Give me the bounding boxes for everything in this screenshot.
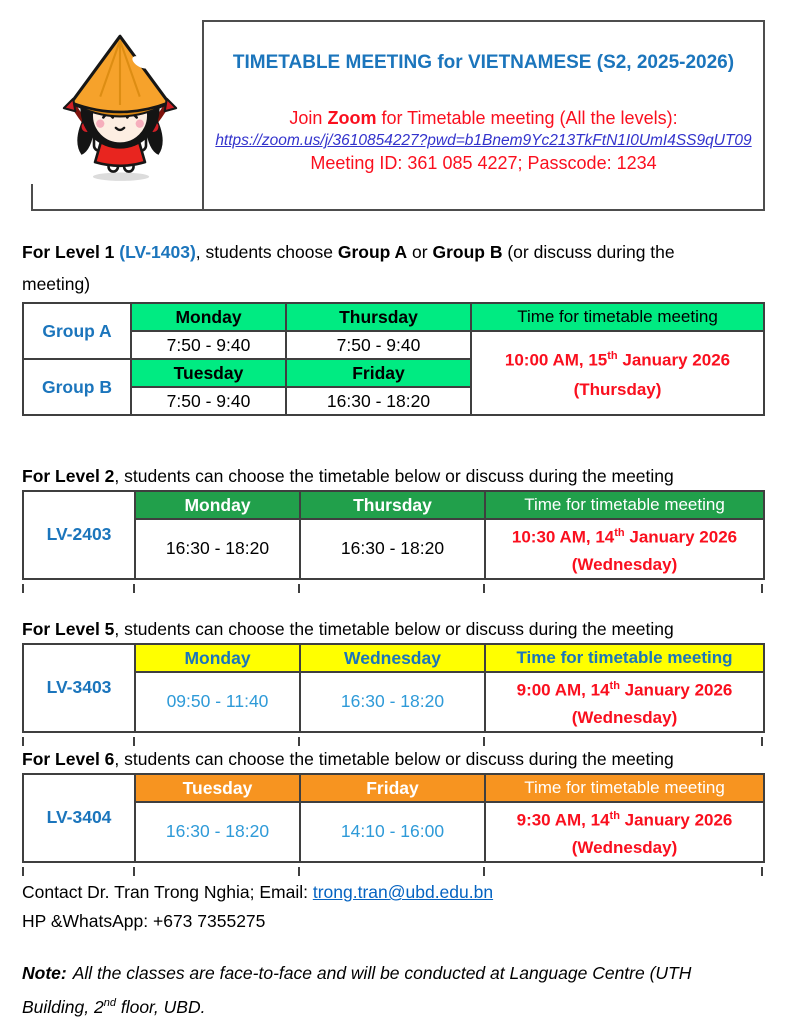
level6-intro-paragraph — [22, 743, 762, 775]
level5-timetable — [22, 643, 765, 733]
table-border-stubs — [22, 867, 763, 876]
day-header-cell: Monday — [131, 303, 286, 331]
group-b-label-cell: Group B — [23, 359, 131, 415]
meeting-time-cell — [485, 802, 764, 862]
ordinal-suffix: th — [614, 527, 625, 539]
day-header-cell: Monday — [135, 491, 300, 519]
day-header-cell: Wednesday — [300, 644, 485, 672]
course-label-cell: LV-3403 — [23, 644, 135, 732]
level1-intro-mid: , students choose — [195, 242, 338, 262]
contact-line — [22, 878, 493, 907]
level6-intro-rest: , students can choose the timetable below or discuss during the meeting — [114, 749, 674, 769]
join-zoom-line — [204, 108, 763, 129]
level1-group-a-word: Group A — [337, 242, 408, 262]
meeting-time-text: 9:00 AM, 14 — [516, 680, 610, 700]
day-header-cell: Friday — [300, 774, 485, 802]
level5-intro-rest: , students can choose the timetable below or discuss during the meeting — [114, 619, 674, 639]
class-time-cell: 09:50 - 11:40 — [135, 672, 300, 732]
level6-timetable — [22, 773, 765, 863]
ordinal-suffix: nd — [103, 997, 116, 1009]
contact-phone-line: HP &WhatsApp: +673 7355275 — [22, 911, 266, 931]
meeting-day-text: (Thursday) — [573, 380, 662, 400]
meeting-time-text: January 2026 — [619, 680, 733, 700]
level1-intro-paragraph — [22, 236, 740, 300]
meeting-time-cell — [485, 672, 764, 732]
join-pre: Join — [289, 108, 328, 128]
meeting-time-text: 10:00 AM, 15 — [504, 350, 608, 370]
meeting-time-cell — [485, 519, 764, 579]
level6-intro-bold: For Level 6 — [22, 749, 115, 769]
meeting-time-text: January 2026 — [624, 527, 738, 547]
class-time-cell: 7:50 - 9:40 — [131, 331, 286, 359]
ordinal-suffix: th — [609, 810, 620, 822]
contact-pre: Contact Dr. Tran Trong Nghia; Email: — [22, 882, 313, 902]
level2-intro-bold: For Level 2 — [22, 466, 115, 486]
level1-group-b-word: Group B — [432, 242, 503, 262]
join-zoom-word: Zoom — [327, 108, 377, 128]
ordinal-suffix: th — [609, 680, 620, 692]
class-time-cell: 16:30 - 18:20 — [300, 672, 485, 732]
class-time-cell: 16:30 - 18:20 — [300, 519, 485, 579]
meeting-time-text: January 2026 — [617, 350, 731, 370]
day-header-cell: Friday — [286, 359, 471, 387]
course-label-cell: LV-2403 — [23, 491, 135, 579]
time-column-header-cell: Time for timetable meeting — [485, 491, 764, 519]
level1-intro-tail: (or discuss during the meeting) — [22, 242, 675, 294]
meeting-time-text: 10:30 AM, 14 — [511, 527, 615, 547]
group-a-label-cell: Group A — [23, 303, 131, 359]
level2-timetable — [22, 490, 765, 580]
note-body: All the classes are face-to-face and will be conducted at Language Centre (UTH Building, 2 — [22, 963, 692, 1017]
day-header-cell: Thursday — [300, 491, 485, 519]
day-header-cell: Monday — [135, 644, 300, 672]
class-time-cell: 7:50 - 9:40 — [131, 387, 286, 415]
note-label: Note: — [22, 963, 67, 983]
level1-course-code: (LV-1403) — [119, 242, 196, 262]
meeting-time-cell — [471, 331, 764, 415]
class-time-cell: 7:50 - 9:40 — [286, 331, 471, 359]
contact-block — [22, 878, 493, 936]
level2-intro-rest: , students can choose the timetable below or discuss during the meeting — [114, 466, 674, 486]
class-time-cell: 14:10 - 16:00 — [300, 802, 485, 862]
meeting-day-text: (Wednesday) — [571, 707, 678, 727]
email-link[interactable]: trong.tran@ubd.edu.bn — [312, 882, 494, 902]
zoom-meeting-link[interactable]: https://zoom.us/j/3610854227?pwd=b1Bnem9Yc213TkFtN1I0UmI4SS9qUT09 — [215, 132, 752, 149]
day-header-cell: Tuesday — [135, 774, 300, 802]
level2-intro-paragraph — [22, 460, 762, 492]
header-left-cell-border — [31, 184, 204, 211]
time-column-header-cell: Time for timetable meeting — [485, 644, 764, 672]
meeting-time-text: January 2026 — [619, 810, 733, 830]
course-label-cell: LV-3404 — [23, 774, 135, 862]
level5-intro-paragraph — [22, 613, 762, 645]
ordinal-suffix: th — [607, 349, 618, 362]
level1-intro-bold: For Level 1 — [22, 242, 120, 262]
level1-intro-or: or — [407, 242, 433, 262]
level1-timetable — [22, 302, 765, 416]
note-block — [22, 958, 748, 1022]
table-border-stubs — [22, 584, 763, 593]
meeting-time-text: 9:30 AM, 14 — [516, 810, 610, 830]
header-box — [202, 20, 765, 211]
level5-intro-bold: For Level 5 — [22, 619, 115, 639]
class-time-cell: 16:30 - 18:20 — [135, 519, 300, 579]
meeting-day-text: (Wednesday) — [571, 837, 678, 857]
meeting-id-line: Meeting ID: 361 085 4227; Passcode: 1234 — [310, 153, 657, 173]
note-body-end: floor, UBD. — [115, 996, 206, 1017]
time-column-header-cell: Time for timetable meeting — [471, 303, 764, 331]
join-post: for Timetable meeting (All the levels): — [376, 108, 678, 128]
day-header-cell: Tuesday — [131, 359, 286, 387]
class-time-cell: 16:30 - 18:20 — [286, 387, 471, 415]
class-time-cell: 16:30 - 18:20 — [135, 802, 300, 862]
time-column-header-cell: Time for timetable meeting — [485, 774, 764, 802]
page-title: TIMETABLE MEETING for VIETNAMESE (S2, 2025-2026) — [232, 52, 735, 73]
zoom-link-line — [204, 132, 763, 150]
meeting-day-text: (Wednesday) — [571, 554, 678, 574]
mascot-girl-conical-hat-icon — [50, 28, 190, 184]
day-header-cell: Thursday — [286, 303, 471, 331]
